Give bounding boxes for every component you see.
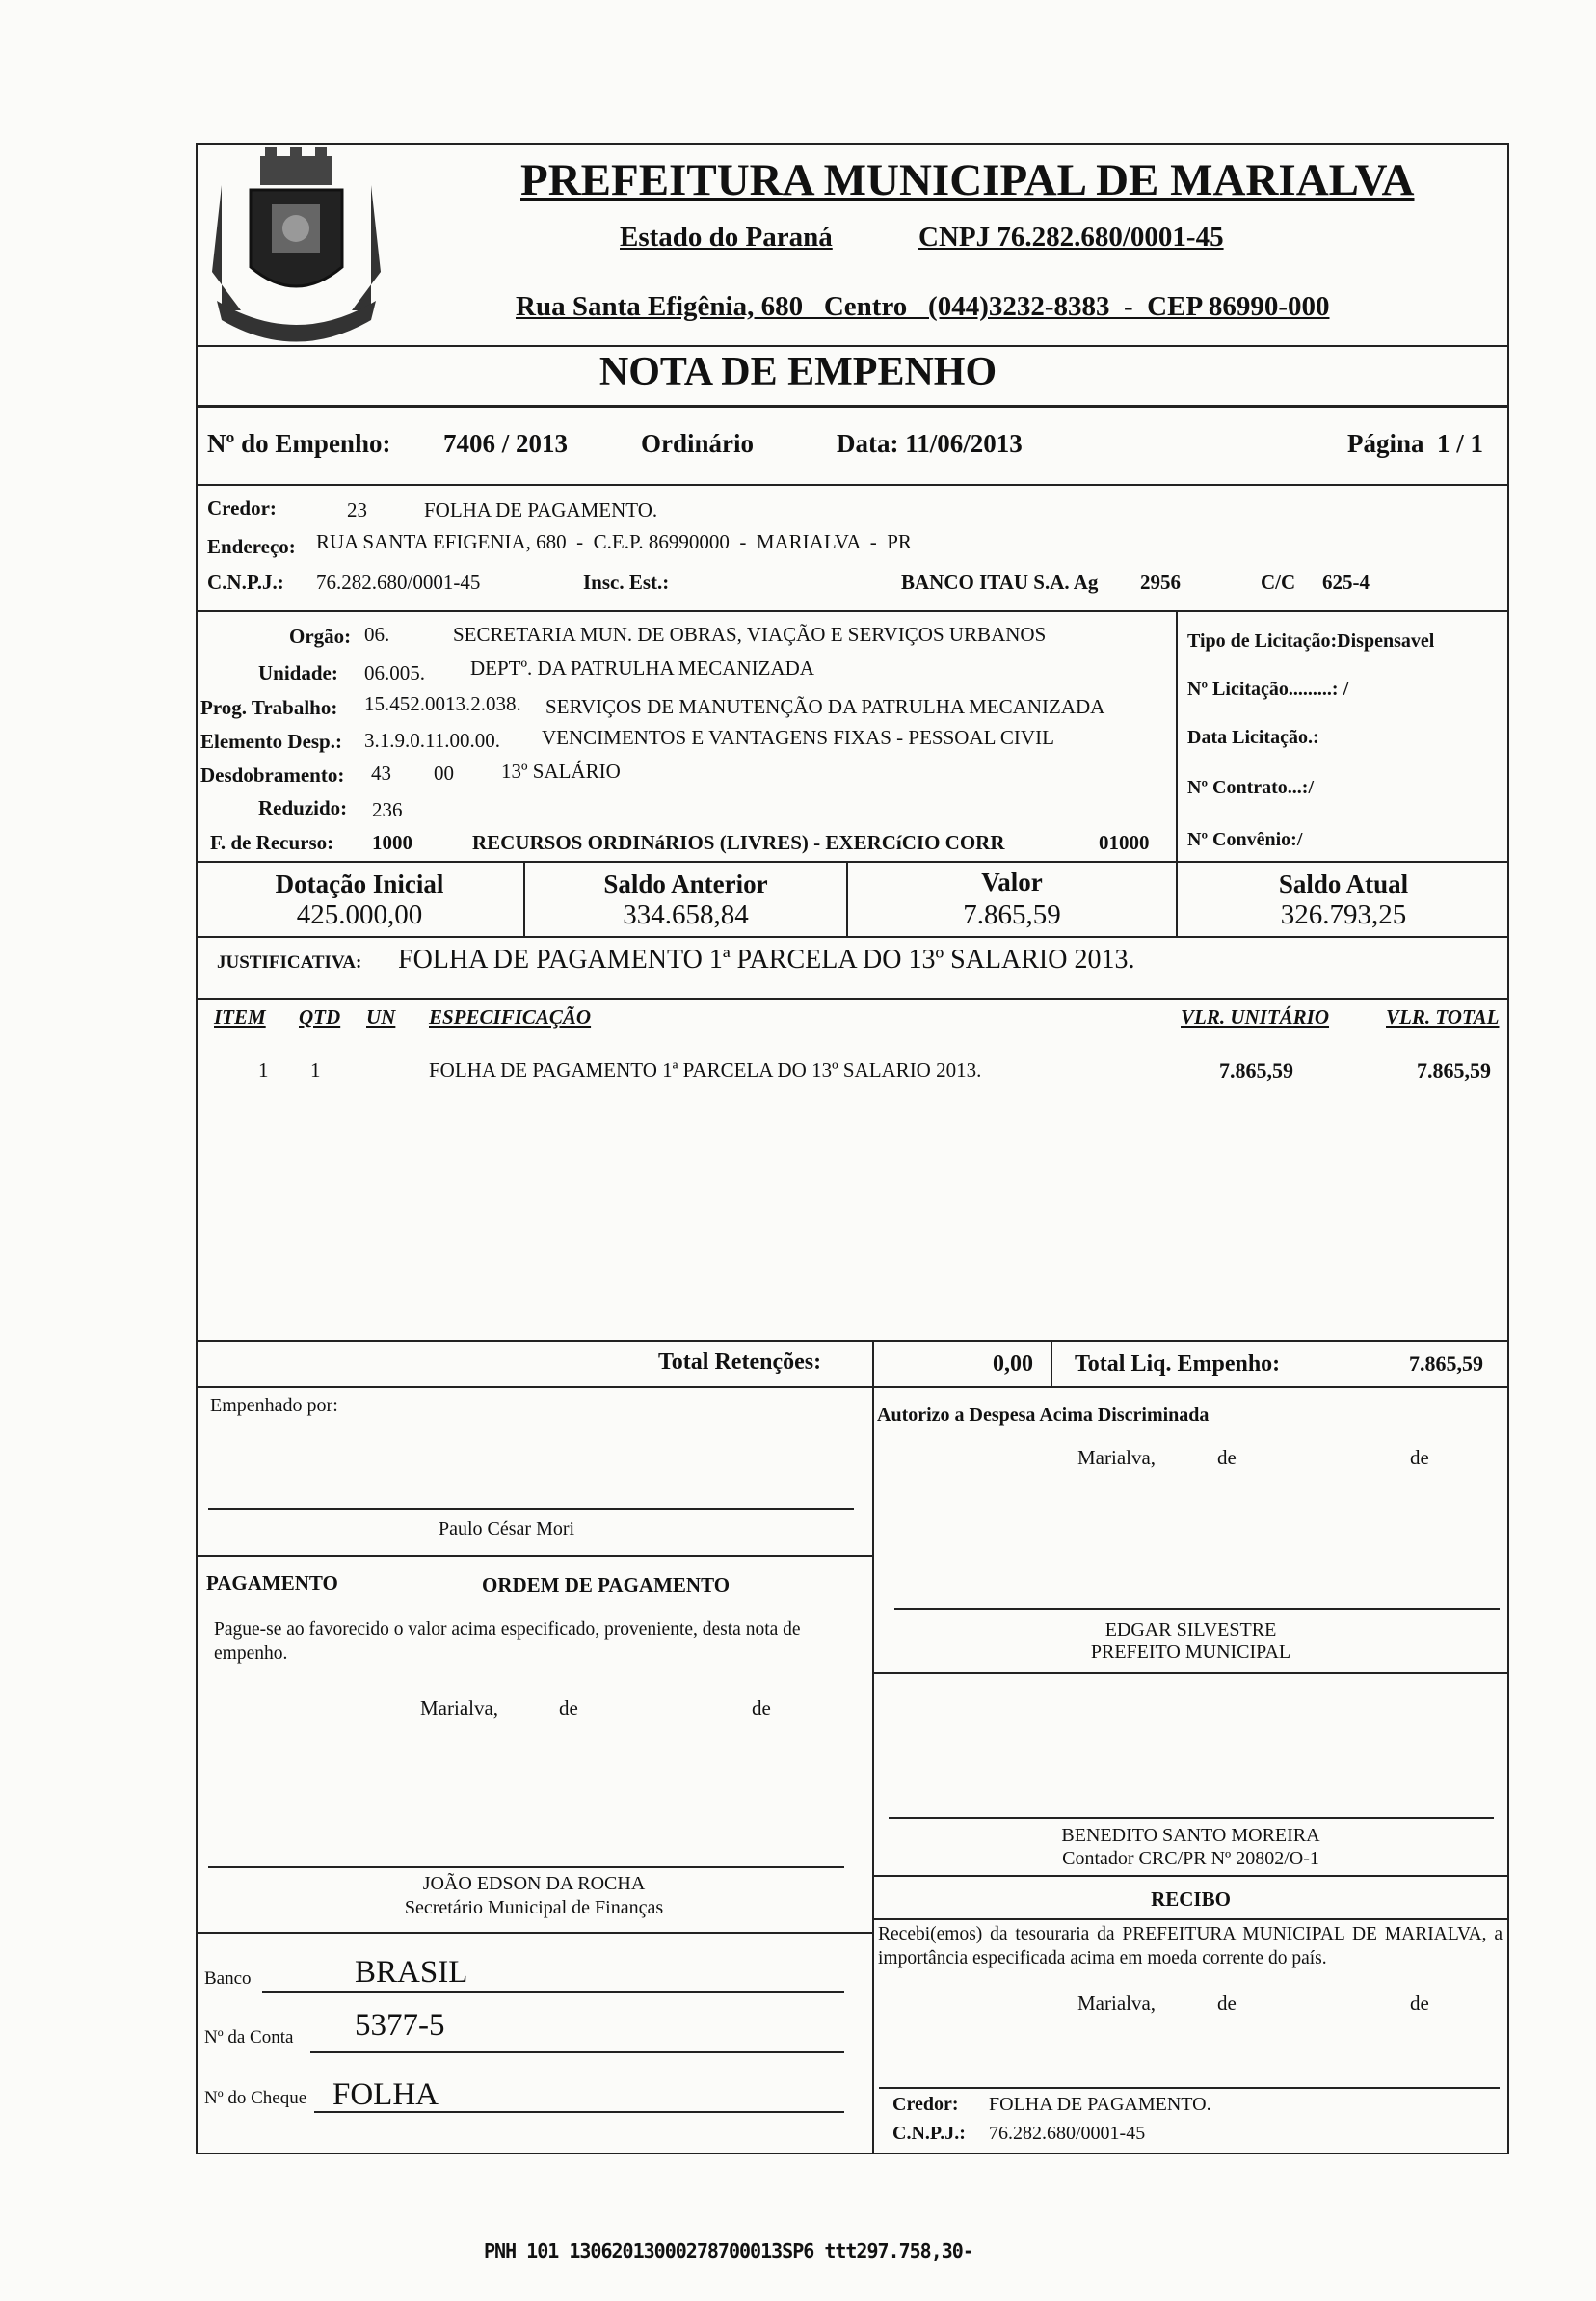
col-unit-header: VLR. UNITÁRIO	[1181, 1005, 1330, 1029]
fonte-number: 01000	[1099, 831, 1150, 854]
recibo-credor-label: Credor:	[892, 2094, 959, 2115]
recibo-credor-name: FOLHA DE PAGAMENTO.	[989, 2094, 1211, 2115]
desdobramento-b: 00	[434, 762, 454, 785]
prefeito-name: EDGAR SILVESTRE	[1104, 1619, 1277, 1641]
endereco-label: Endereço:	[207, 535, 296, 558]
contador-name: BENEDITO SANTO MOREIRA	[1061, 1825, 1320, 1846]
prog-name: SERVIÇOS DE MANUTENÇÃO DA PATRULHA MECANIZADA	[545, 695, 1105, 718]
valor-label: Valor	[981, 868, 1043, 896]
de-label-1a: de	[1217, 1446, 1237, 1469]
credor-label: Credor:	[207, 496, 277, 520]
total-liquido-label: Total Liq. Empenho:	[1075, 1351, 1281, 1377]
desdobramento-label: Desdobramento:	[200, 763, 345, 787]
bank-agency: 2956	[1140, 571, 1181, 594]
conta-value: 5377-5	[355, 2008, 445, 2043]
total-retencoes-value: 0,00	[993, 1351, 1033, 1377]
saldo-anterior-label: Saldo Anterior	[603, 870, 768, 898]
header-address: Rua Santa Efigênia, 680 Centro (044)3232-8383 - CEP 86990-000	[516, 291, 1330, 322]
empenhado-name: Paulo César Mori	[439, 1518, 575, 1539]
empenhado-label: Empenhado por:	[210, 1395, 338, 1416]
pagamento-label: PAGAMENTO	[206, 1571, 338, 1594]
marialva-label-1: Marialva,	[1077, 1446, 1157, 1469]
recibo-label: RECIBO	[1151, 1887, 1231, 1911]
col-item-header: ITEM	[214, 1005, 266, 1029]
document-title: NOTA DE EMPENHO	[598, 350, 998, 394]
row-total-value: 7.865,59	[1417, 1058, 1491, 1083]
elemento-label: Elemento Desp.:	[200, 730, 342, 753]
reduzido-label: Reduzido:	[258, 796, 348, 819]
numero-convenio: Nº Convênio:/	[1187, 829, 1303, 850]
de-label-2a: de	[559, 1697, 578, 1720]
row-item: 1	[258, 1058, 269, 1082]
cc-number: 625-4	[1322, 571, 1370, 594]
de-label-3a: de	[1217, 1992, 1237, 2015]
footer-code: PNH 101 13062013000278700013SP6 ttt297.758,30-	[484, 2239, 973, 2262]
de-label-2b: de	[752, 1697, 771, 1720]
unidade-name: DEPTº. DA PATRULHA MECANIZADA	[470, 656, 814, 680]
cc-label: C/C	[1261, 571, 1296, 594]
row-qtd: 1	[310, 1058, 321, 1082]
data-licitacao: Data Licitação.:	[1187, 727, 1319, 748]
marialva-label-2: Marialva,	[420, 1697, 499, 1720]
valor-value: 7.865,59	[963, 899, 1061, 930]
total-retencoes-label: Total Retenções:	[658, 1350, 822, 1375]
page-number: Página 1 / 1	[1347, 429, 1484, 458]
cnpj-label: C.N.P.J.:	[207, 571, 284, 594]
banco-value: BRASIL	[355, 1955, 468, 1990]
justificativa-text: FOLHA DE PAGAMENTO 1ª PARCELA DO 13º SALARIO 2013.	[398, 945, 1135, 975]
contador-role: Contador CRC/PR Nº 20802/O-1	[1062, 1848, 1319, 1869]
unidade-label: Unidade:	[258, 661, 338, 684]
desdobramento-name: 13º SALÁRIO	[501, 760, 621, 783]
de-label-3b: de	[1410, 1992, 1429, 2015]
conta-label: Nº da Conta	[204, 2027, 294, 2047]
recibo-cnpj-value: 76.282.680/0001-45	[989, 2123, 1146, 2144]
desdobramento-a: 43	[371, 762, 391, 785]
coat-of-arms-icon	[202, 147, 390, 344]
justificativa-label: JUSTIFICATIVA:	[217, 952, 362, 973]
elemento-code: 3.1.9.0.11.00.00.	[364, 729, 500, 752]
row-unit-value: 7.865,59	[1219, 1058, 1293, 1083]
orgao-code: 06.	[364, 623, 390, 646]
insc-label: Insc. Est.:	[583, 571, 670, 594]
prefeito-role: PREFEITO MUNICIPAL	[1090, 1642, 1291, 1663]
header-cnpj: CNPJ 76.282.680/0001-45	[918, 222, 1224, 253]
cheque-value: FOLHA	[332, 2077, 439, 2112]
empenho-type: Ordinário	[641, 429, 755, 458]
secretario-role: Secretário Municipal de Finanças	[404, 1897, 664, 1918]
ordem-pagamento-label: ORDEM DE PAGAMENTO	[482, 1573, 731, 1596]
elemento-name: VENCIMENTOS E VANTAGENS FIXAS - PESSOAL CIVIL	[542, 726, 1054, 749]
saldo-anterior-value: 334.658,84	[623, 899, 749, 930]
prog-label: Prog. Trabalho:	[200, 696, 338, 719]
empenho-date: Data: 11/06/2013	[837, 429, 1023, 458]
recibo-text: Recebi(emos) da tesouraria da PREFEITURA MUNICIPAL DE MARIALVA, a importância especificada acima em moeda corrente do país.	[878, 1924, 1503, 1968]
autorizo-label: Autorizo a Despesa Acima Discriminada	[877, 1405, 1210, 1426]
unidade-code: 06.005.	[364, 661, 425, 684]
secretario-name: JOÃO EDSON DA ROCHA	[422, 1873, 646, 1894]
marialva-label-3: Marialva,	[1077, 1992, 1157, 2015]
saldo-atual-value: 326.793,25	[1280, 899, 1407, 930]
state-label: Estado do Paraná	[620, 222, 833, 253]
saldo-atual-label: Saldo Atual	[1278, 870, 1409, 898]
col-un-header: UN	[366, 1005, 396, 1029]
reduzido-value: 236	[372, 798, 403, 821]
numero-contrato: Nº Contrato...:/	[1187, 777, 1315, 798]
col-qtd-header: QTD	[299, 1005, 341, 1029]
numero-licitacao: Nº Licitação.........: /	[1187, 679, 1349, 700]
credor-code: 23	[347, 498, 367, 522]
pagamento-text: Pague-se ao favorecido o valor acima especificado, proveniente, desta nota de empenho.	[214, 1619, 801, 1664]
total-liquido-value: 7.865,59	[1409, 1351, 1483, 1376]
dotacao-label: Dotação Inicial	[275, 870, 444, 898]
tipo-licitacao: Tipo de Licitação:Dispensavel	[1187, 630, 1435, 652]
col-spec-header: ESPECIFICAÇÃO	[429, 1005, 592, 1029]
recibo-cnpj-label: C.N.P.J.:	[892, 2123, 966, 2144]
fonte-label: F. de Recurso:	[210, 831, 334, 854]
col-total-header: VLR. TOTAL	[1386, 1005, 1500, 1029]
fonte-code: 1000	[372, 831, 412, 854]
page-title: PREFEITURA MUNICIPAL DE MARIALVA	[520, 155, 1415, 205]
credor-name: FOLHA DE PAGAMENTO.	[424, 498, 658, 522]
orgao-name: SECRETARIA MUN. DE OBRAS, VIAÇÃO E SERVIÇOS URBANOS	[453, 623, 1047, 646]
cheque-label: Nº do Cheque	[204, 2088, 307, 2108]
dotacao-value: 425.000,00	[296, 899, 423, 930]
empenho-number: 7406 / 2013	[443, 429, 569, 458]
banco-label: Banco	[204, 1968, 252, 1989]
credor-address: RUA SANTA EFIGENIA, 680 - C.E.P. 86990000 - MARIALVA - PR	[316, 530, 912, 553]
prog-code: 15.452.0013.2.038.	[364, 692, 521, 715]
fonte-name: RECURSOS ORDINáRIOS (LIVRES) - EXERCíCIO CORR	[472, 831, 1005, 854]
orgao-label: Orgão:	[289, 625, 352, 648]
bank-name: BANCO ITAU S.A. Ag	[901, 571, 1099, 594]
empenho-number-label: Nº do Empenho:	[207, 429, 391, 458]
row-spec: FOLHA DE PAGAMENTO 1ª PARCELA DO 13º SALARIO 2013.	[429, 1058, 982, 1082]
credor-cnpj: 76.282.680/0001-45	[316, 571, 481, 594]
de-label-1b: de	[1410, 1446, 1429, 1469]
